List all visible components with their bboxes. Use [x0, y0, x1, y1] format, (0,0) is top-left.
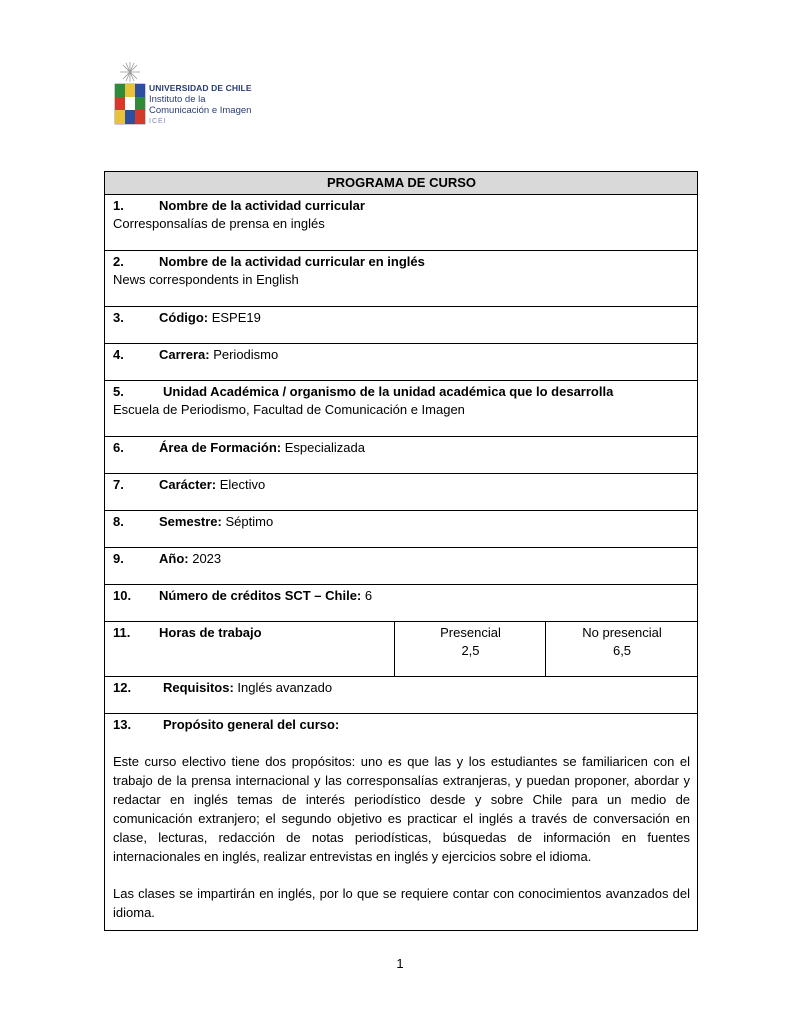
row-label: Horas de trabajo: [159, 625, 262, 640]
row-character: [105, 474, 698, 511]
row-label: Carácter:: [159, 477, 217, 492]
university-logo: [112, 60, 262, 128]
no-presencial-value: 6,5: [612, 643, 632, 658]
presencial-label: Presencial: [440, 625, 501, 640]
row-label: Unidad Académica / organismo de la unidad académica que lo desarrolla: [163, 384, 614, 399]
row-label: Nombre de la actividad curricular en inglés: [159, 254, 425, 269]
university-seal-icon: [112, 60, 148, 128]
row-number: 13.: [113, 717, 132, 732]
row-value: Especializada: [281, 440, 365, 455]
row-activity-name-english: [105, 251, 698, 307]
purpose-paragraph-2: Las clases se impartirán en inglés, por lo que se requiere contar con conocimientos avanzados del idioma.: [113, 886, 691, 920]
row-number: 12.: [113, 680, 132, 695]
row-number: 3.: [113, 310, 124, 325]
row-label: Año:: [159, 551, 189, 566]
logo-text: [149, 83, 252, 127]
row-label: Semestre:: [159, 514, 222, 529]
row-number: 10.: [113, 588, 132, 603]
row-requirements: [105, 677, 698, 714]
row-value: Electivo: [216, 477, 266, 492]
presencial-cell: [395, 622, 546, 677]
row-value: Inglés avanzado: [233, 680, 333, 695]
row-label: Número de créditos SCT – Chile:: [159, 588, 362, 603]
work-hours-label-cell: [105, 622, 395, 677]
row-number: 2.: [113, 254, 124, 269]
row-label: Carrera:: [159, 347, 210, 362]
row-semester: [105, 511, 698, 548]
row-value: 6: [361, 588, 373, 603]
row-value: Corresponsalías de prensa en inglés: [113, 216, 325, 231]
logo-institute-line1: Instituto de la: [149, 94, 206, 105]
row-label: Área de Formación:: [159, 440, 282, 455]
row-number: 1.: [113, 198, 124, 213]
row-label: Requisitos:: [163, 680, 234, 695]
row-number: 4.: [113, 347, 124, 362]
row-value: News correspondents in English: [113, 272, 299, 287]
row-career: [105, 344, 698, 381]
logo-acronym: ICEI: [149, 118, 167, 125]
row-code: [105, 307, 698, 344]
table-title: PROGRAMA DE CURSO: [105, 172, 698, 195]
row-number: 9.: [113, 551, 124, 566]
row-year: [105, 548, 698, 585]
purpose-paragraph-1: Este curso electivo tiene dos propósitos: uno es que las y los estudiantes se familiaricen con el trabajo de la prensa internacional y las corresponsalías extranjeras, y puedan proponer, abordar y redactar en inglés temas de interés periodístico desde y sobre Chile para un medio de comunicación extranjero; el segundo objetivo es practicar el inglés a través de conversación en clase, lecturas, redacción de notas periodísticas, búsquedas de información en fuentes internacionales en inglés, realizar entrevistas en inglés y ejercicios sobre el idioma.: [113, 754, 691, 864]
row-number: 6.: [113, 440, 124, 455]
row-credits: [105, 585, 698, 622]
logo-university: UNIVERSIDAD DE CHILE: [149, 83, 252, 93]
row-value: 2023: [188, 551, 222, 566]
row-activity-name: [105, 195, 698, 251]
row-academic-unit: [105, 381, 698, 437]
row-value: Séptimo: [221, 514, 274, 529]
row-label: Nombre de la actividad curricular: [159, 198, 365, 213]
logo-institute-line2: Comunicación e Imagen: [149, 105, 252, 116]
row-label: Propósito general del curso:: [163, 717, 340, 732]
course-program-table: [104, 171, 698, 931]
row-formation-area: [105, 437, 698, 474]
no-presencial-cell: [546, 622, 698, 677]
row-number: 11.: [113, 625, 131, 640]
presencial-value: 2,5: [461, 643, 480, 658]
page-number: 1: [396, 956, 404, 971]
row-value: Periodismo: [209, 347, 279, 362]
row-general-purpose: [105, 714, 698, 931]
row-label: Código:: [159, 310, 209, 325]
row-value: Escuela de Periodismo, Facultad de Comunicación e Imagen: [113, 402, 465, 417]
row-number: 7.: [113, 477, 124, 492]
row-number: 5.: [113, 384, 124, 399]
row-value: ESPE19: [208, 310, 261, 325]
row-number: 8.: [113, 514, 124, 529]
row-work-hours: [105, 622, 698, 677]
no-presencial-label: No presencial: [582, 625, 662, 640]
